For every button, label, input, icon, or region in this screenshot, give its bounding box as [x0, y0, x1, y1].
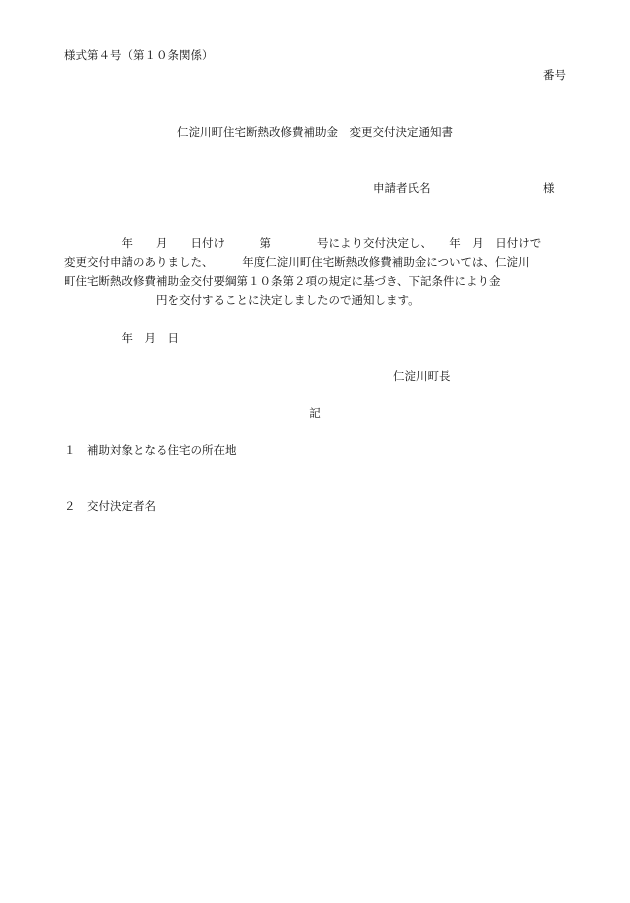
- body-text-line: 町住宅断熱改修費補助金交付要綱第１０条第２項の規定に基づき、下記条件により金: [64, 274, 501, 288]
- applicant-name-label: 申請者氏名: [373, 181, 431, 195]
- applicant-honorific: 様: [543, 181, 555, 195]
- ki-heading: 記: [309, 406, 321, 420]
- list-item: １ 補助対象となる住宅の所在地: [64, 443, 237, 457]
- list-item: ２ 交付決定者名: [64, 499, 156, 513]
- issuer-title: 仁淀川町長: [393, 369, 451, 383]
- document-title: 仁淀川町住宅断熱改修費補助金 変更交付決定通知書: [177, 125, 453, 139]
- body-text-line: 年 月 日付け 第 号により交付決定し、 年 月 日付けで: [64, 236, 542, 250]
- form-number-label: 様式第４号（第１０条関係）: [64, 48, 214, 62]
- issue-date-line: 年 月 日: [64, 331, 179, 345]
- body-text-line: 円を交付することに決定しましたので通知します。: [64, 293, 420, 307]
- body-text-line: 変更交付申請のありました、 年度仁淀川町住宅断熱改修費補助金については、仁淀川: [64, 255, 530, 269]
- document-number-label: 番号: [543, 68, 566, 82]
